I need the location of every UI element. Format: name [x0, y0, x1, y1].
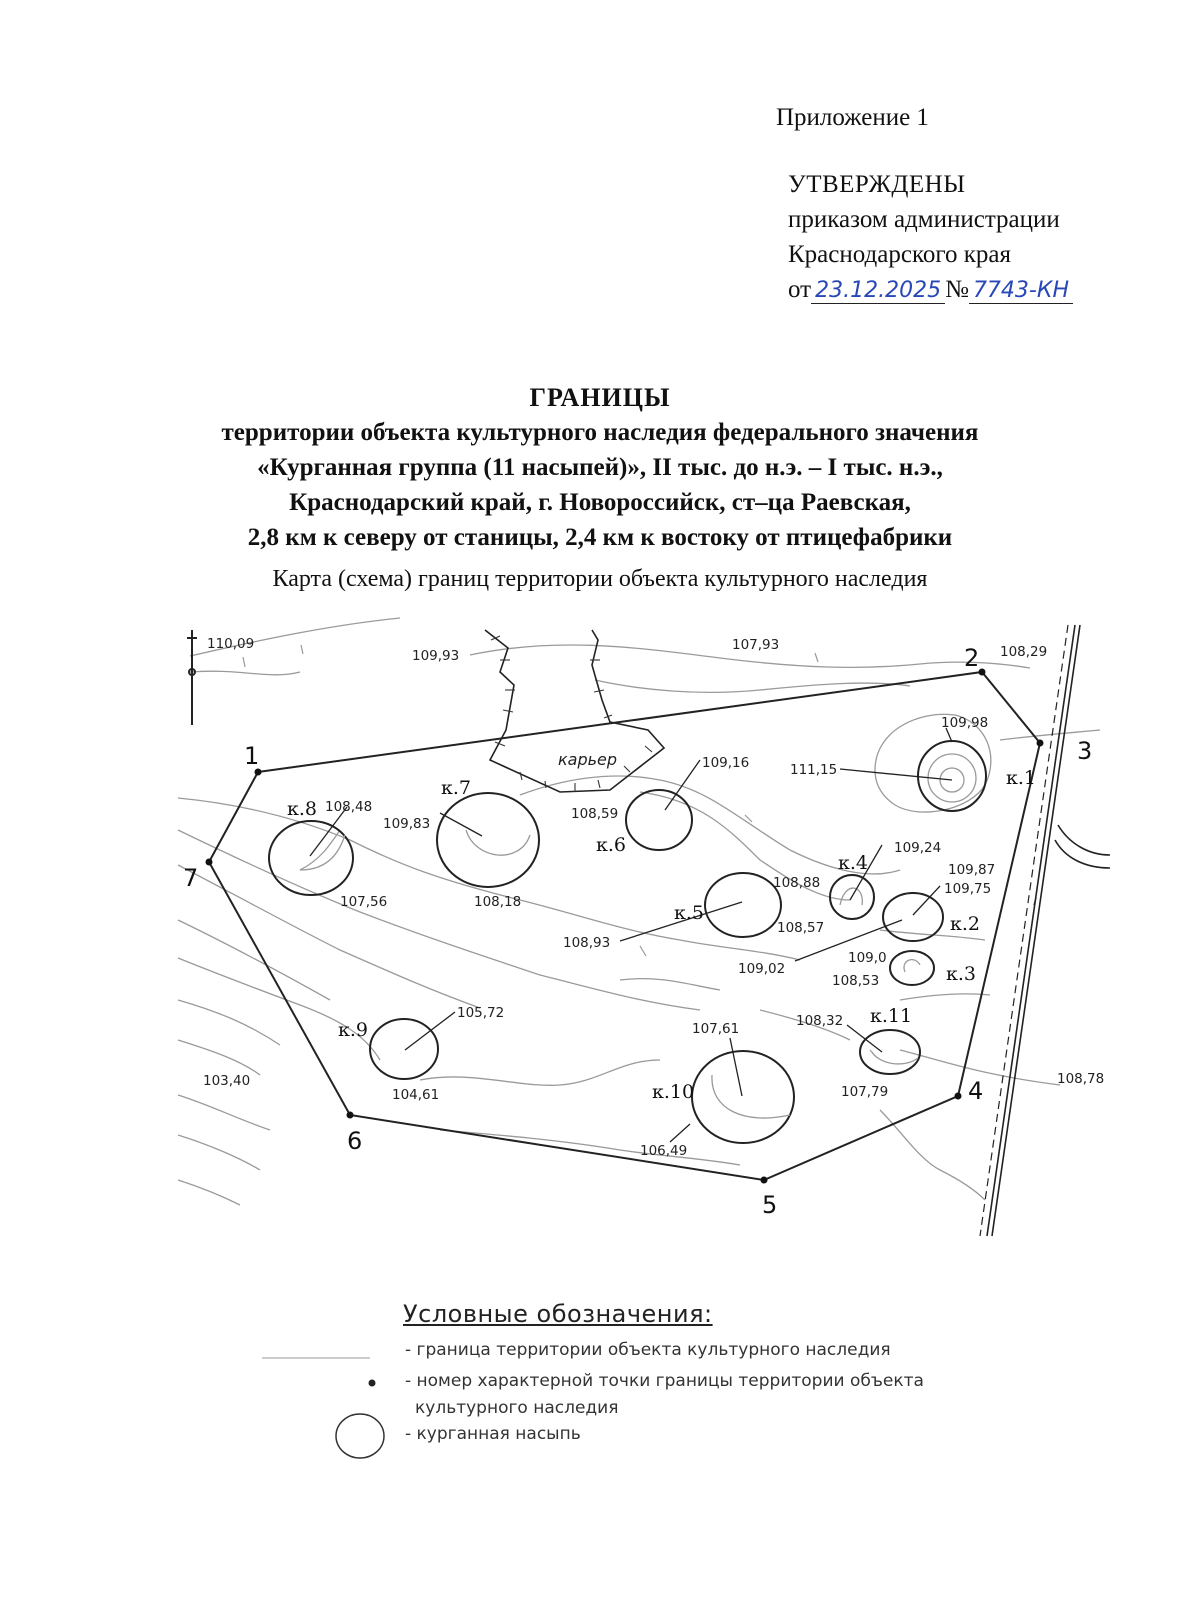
boundary-point-markers [206, 669, 1044, 1184]
legend-point-symbol [369, 1380, 376, 1387]
point-label-1: 1 [244, 742, 260, 770]
mound-label-10: к.10 [652, 1081, 695, 1103]
point-label-7: 7 [183, 864, 199, 892]
mound-label-2: к.2 [950, 913, 981, 935]
boundary-point-3 [1037, 740, 1044, 747]
elevation-label: 109,87 [948, 862, 996, 878]
approved-line1: приказом администрации [788, 206, 1060, 233]
mound-circle-10 [692, 1051, 794, 1143]
handwritten-date: 23.12.2025 [811, 278, 945, 304]
legend-title: Условные обозначения: [403, 1300, 713, 1328]
mound-label-1: к.1 [1006, 767, 1037, 789]
quarry-label: карьер [558, 750, 618, 769]
title-line4: 2,8 км к северу от станицы, 2,4 км к востоку от птицефабрики [247, 524, 953, 551]
legend-item-mound: - курганная насыпь [405, 1424, 581, 1444]
mound-label-8: к.8 [287, 798, 318, 820]
elevation-label: 110,09 [207, 636, 255, 652]
mound-circle-9 [370, 1019, 438, 1079]
mound-label-6: к.6 [596, 834, 627, 856]
point-label-4: 4 [968, 1077, 984, 1105]
handwritten-number: 7743-КН [969, 278, 1073, 304]
mound-label-11: к.11 [870, 1005, 913, 1027]
elevation-label: 108,32 [796, 1013, 844, 1029]
elevation-label: 109,93 [412, 648, 460, 664]
from-label: от [788, 276, 812, 303]
boundary-point-6 [347, 1112, 354, 1119]
mound-circle-6 [626, 790, 692, 850]
approved-line2: Краснодарского края [788, 241, 1011, 268]
legend-item-point-cont: культурного наследия [415, 1398, 619, 1418]
elevation-label: 108,93 [563, 935, 611, 951]
elevation-label: 108,18 [474, 894, 522, 910]
elevation-label: 107,61 [692, 1021, 740, 1037]
mound-circle-7 [437, 793, 539, 887]
mound-circle-8 [269, 821, 353, 895]
elevation-label: 109,83 [383, 816, 431, 832]
legend-item-point: - номер характерной точки границы территории объекта [405, 1371, 924, 1391]
legend-item-boundary: - граница территории объекта культурного наследия [405, 1340, 891, 1360]
elevation-label: 104,61 [392, 1087, 440, 1103]
mounds [269, 741, 986, 1143]
elevation-label: 107,93 [732, 637, 780, 653]
title-main: ГРАНИЦЫ [529, 383, 671, 412]
elevation-label: 111,15 [790, 762, 838, 778]
approved-title: УТВЕРЖДЕНЫ [788, 171, 966, 198]
mound-label-9: к.9 [338, 1019, 369, 1041]
elevation-label: 107,56 [340, 894, 388, 910]
point-label-5: 5 [762, 1191, 778, 1219]
elevation-label: 108,29 [1000, 644, 1048, 660]
elevation-label: 107,79 [841, 1084, 889, 1100]
title-line2: «Курганная группа (11 насыпей)», II тыс. до н.э. – I тыс. н.э., [257, 454, 943, 481]
elevation-label: 108,78 [1057, 1071, 1105, 1087]
boundary-line [209, 672, 1040, 1180]
elevation-label: 103,40 [203, 1073, 251, 1089]
elevation-label: 109,0 [848, 950, 887, 966]
elevation-label: 109,16 [702, 755, 750, 771]
mound-circle-3 [890, 951, 934, 985]
map-caption: Карта (схема) границ территории объекта культурного наследия [272, 566, 928, 592]
point-label-3: 3 [1077, 737, 1093, 765]
boundary-point-2 [979, 669, 986, 676]
mound-label-7: к.7 [441, 777, 472, 799]
elevation-label: 109,75 [944, 881, 992, 897]
elevation-label: 108,59 [571, 806, 619, 822]
legend-mound-symbol [336, 1414, 384, 1458]
boundary-point-4 [955, 1093, 962, 1100]
number-label: № [945, 276, 969, 303]
elevation-label: 105,72 [457, 1005, 505, 1021]
mound-circle-11 [860, 1030, 920, 1074]
mound-inner-contours [300, 754, 976, 1118]
boundary-point-5 [761, 1177, 768, 1184]
boundary-point-7 [206, 859, 213, 866]
elevation-label: 108,57 [777, 920, 825, 936]
north-arrow-icon [187, 630, 197, 725]
elevation-label: 109,02 [738, 961, 786, 977]
elevation-label: 108,53 [832, 973, 880, 989]
mound-circle-5 [705, 873, 781, 937]
mound-label-5: к.5 [674, 902, 705, 924]
elevation-label: 106,49 [640, 1143, 688, 1159]
contour-lines [178, 618, 1100, 1205]
mound-label-4: к.4 [838, 852, 869, 874]
appendix-label: Приложение 1 [776, 104, 929, 131]
road [980, 625, 1110, 1236]
elevation-label: 109,24 [894, 840, 942, 856]
title-line1: территории объекта культурного наследия федерального значения [221, 419, 979, 446]
elevation-label: 109,98 [941, 715, 989, 731]
elevation-label: 108,48 [325, 799, 373, 815]
title-line3: Краснодарский край, г. Новороссийск, ст–ца Раевская, [289, 489, 911, 516]
mound-label-3: к.3 [946, 963, 977, 985]
point-label-6: 6 [347, 1127, 363, 1155]
elevation-label: 108,88 [773, 875, 821, 891]
point-label-2: 2 [964, 644, 980, 672]
